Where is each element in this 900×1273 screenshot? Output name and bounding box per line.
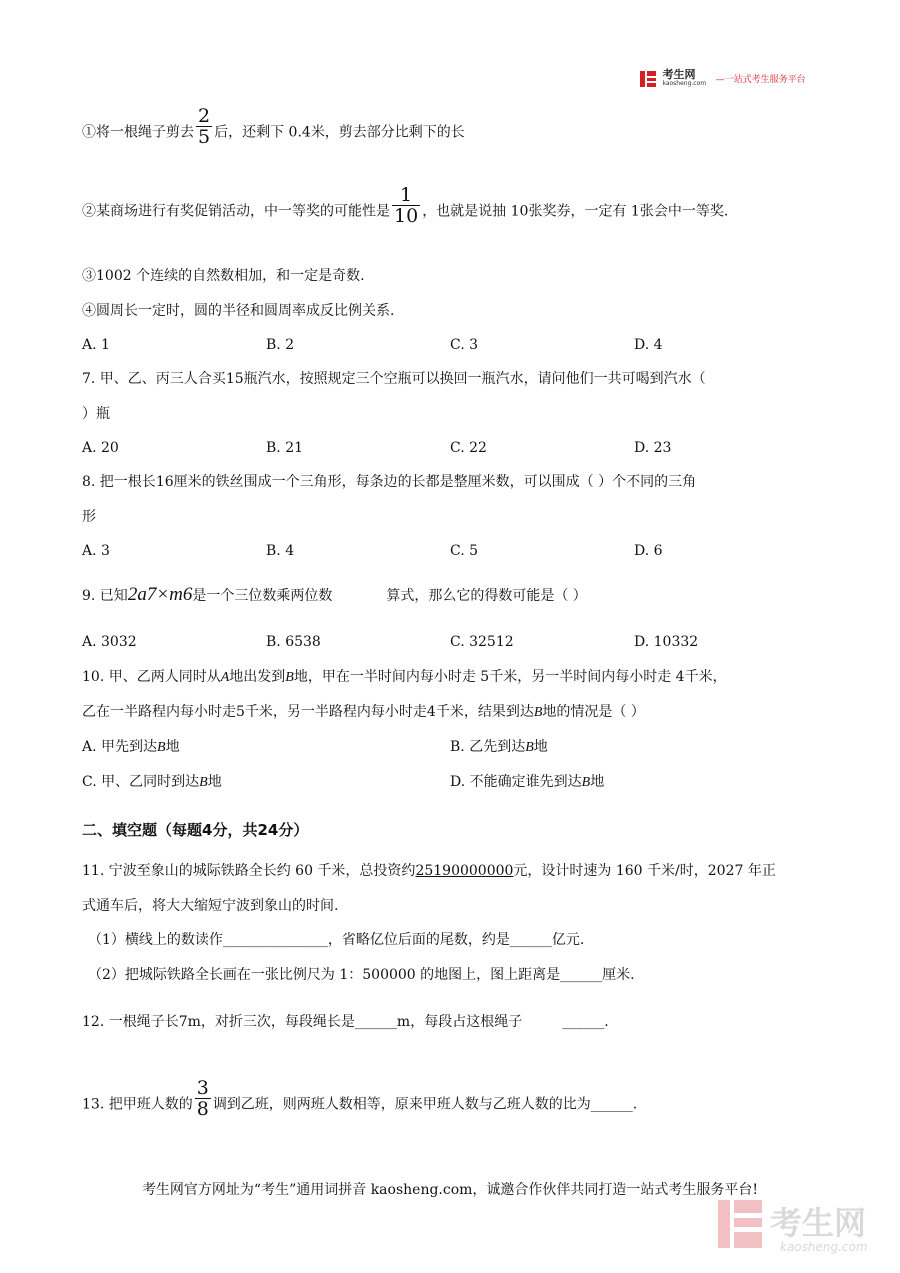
q7-text-line2: ）瓶 bbox=[82, 406, 110, 422]
q6-option-c[interactable]: C. 3 bbox=[450, 337, 479, 353]
q12-text: 12. 一根绳子长7m，对折三次，每段绳长是______m，每段占这根绳子 ______. bbox=[82, 1014, 609, 1030]
q9-expression: 2a7×m6 bbox=[127, 584, 193, 605]
q6-option-a[interactable]: A. 1 bbox=[82, 337, 110, 353]
watermark-domain: kaosheng.com bbox=[780, 1240, 868, 1254]
q6-option-d[interactable]: D. 4 bbox=[634, 337, 663, 353]
q6-item-1: ①将一根绳子剪去 $\frac{2}{5}$ 后，还剩下 0.4米，剪去部分比剩下的长 bbox=[82, 105, 465, 148]
q6-item-3: ③1002 个连续的自然数相加，和一定是奇数. bbox=[82, 268, 365, 284]
watermark-logo bbox=[718, 1196, 888, 1256]
q7-text-line1: 7. 甲、乙、丙三人合买15瓶汽水，按照规定三个空瓶可以换回一瓶汽水，请问他们一共可喝到汽水（ bbox=[82, 371, 706, 387]
header-slogan: —一站式考生服务平台 bbox=[715, 75, 806, 85]
q13-text: 13. 把甲班人数的 $\frac{3}{8}$ 调到乙班，则两班人数相等，原来甲班人数与乙班人数的比为______. bbox=[82, 1077, 638, 1120]
q11-text-line1: 11. 宁波至象山的城际铁路全长约 60 千米，总投资约25190000000元，设计时速为 160 千米/时，2027 年正 bbox=[82, 863, 776, 879]
q9-option-c[interactable]: C. 32512 bbox=[450, 634, 514, 650]
q11-underlined-amount: 25190000000 bbox=[415, 863, 514, 879]
footer-text: 考生网官方网址为“考生”通用词拼音 kaosheng.com，诚邀合作伙伴共同打造一站式考生服务平台! bbox=[141, 1182, 759, 1198]
q10-option-b[interactable]: B. 乙先到达B地 bbox=[450, 739, 548, 755]
q8-option-b[interactable]: B. 4 bbox=[266, 543, 295, 559]
q7-option-b[interactable]: B. 21 bbox=[266, 440, 304, 456]
section-heading-fill-blank: 二、填空题（每题4分，共24分） bbox=[82, 821, 309, 839]
q11-text-line2: 式通车后，将大大缩短宁波到象山的时间. bbox=[82, 898, 339, 914]
q11-sub-1: （1）横线上的数读作_______________，省略亿位后面的尾数，约是______亿元. bbox=[88, 932, 585, 948]
q8-option-d[interactable]: D. 6 bbox=[634, 543, 663, 559]
fraction-two-fifths: $\frac{2}{5}$ bbox=[198, 105, 211, 148]
q8-text-line2: 形 bbox=[82, 509, 96, 525]
q9-option-d[interactable]: D. 10332 bbox=[634, 634, 699, 650]
header-logo bbox=[640, 70, 806, 92]
q7-option-a[interactable]: A. 20 bbox=[82, 440, 119, 456]
q10-option-c[interactable]: C. 甲、乙同时到达B地 bbox=[82, 774, 222, 790]
logo-name: 考生网 kaosheng.com bbox=[662, 68, 707, 87]
q9-option-b[interactable]: B. 6538 bbox=[266, 634, 321, 650]
kaosheng-logo-icon bbox=[640, 71, 656, 87]
q8-option-c[interactable]: C. 5 bbox=[450, 543, 479, 559]
q10-option-a[interactable]: A. 甲先到达B地 bbox=[82, 739, 180, 755]
q10-option-d[interactable]: D. 不能确定谁先到达B地 bbox=[450, 774, 605, 790]
logo-domain: kaosheng.com bbox=[662, 80, 707, 87]
q9-text: 9. 已知2a7×m6是一个三位数乘两位数 算式，那么它的得数可能是（ ） bbox=[82, 584, 587, 605]
q8-option-a[interactable]: A. 3 bbox=[82, 543, 110, 559]
q6-item-4: ④圆周长一定时，圆的半径和圆周率成反比例关系. bbox=[82, 303, 395, 319]
fraction-three-eighths: $\frac{3}{8}$ bbox=[196, 1077, 209, 1120]
q10-text-line1: 10. 甲、乙两人同时从A地出发到B地，甲在一半时间内每小时走 5千米，另一半时间内每小时走 4千米， bbox=[82, 669, 727, 685]
q7-option-d[interactable]: D. 23 bbox=[634, 440, 672, 456]
q6-option-b[interactable]: B. 2 bbox=[266, 337, 295, 353]
q7-option-c[interactable]: C. 22 bbox=[450, 440, 487, 456]
q8-text-line1: 8. 把一根长16厘米的铁丝围成一个三角形，每条边的长都是整厘米数，可以围成（ ）个不同的三角 bbox=[82, 474, 697, 490]
q6-item-2: ②某商场进行有奖促销活动，中一等奖的可能性是 $\frac{1}{10}$ ，也就是说抽 10张奖券，一定有 1张会中一等奖. bbox=[82, 184, 729, 227]
q9-option-a[interactable]: A. 3032 bbox=[82, 634, 137, 650]
q11-sub-2: （2）把城际铁路全长画在一张比例尺为 1：500000 的地图上，图上距离是______厘米. bbox=[88, 967, 635, 983]
fraction-one-tenth: $\frac{1}{10}$ bbox=[394, 184, 419, 227]
q10-text-line2: 乙在一半路程内每小时走5千米，另一半路程内每小时走4千米，结果到达B地的情况是（ ） bbox=[82, 704, 645, 720]
watermark-name: 考生网 bbox=[770, 1204, 867, 1242]
